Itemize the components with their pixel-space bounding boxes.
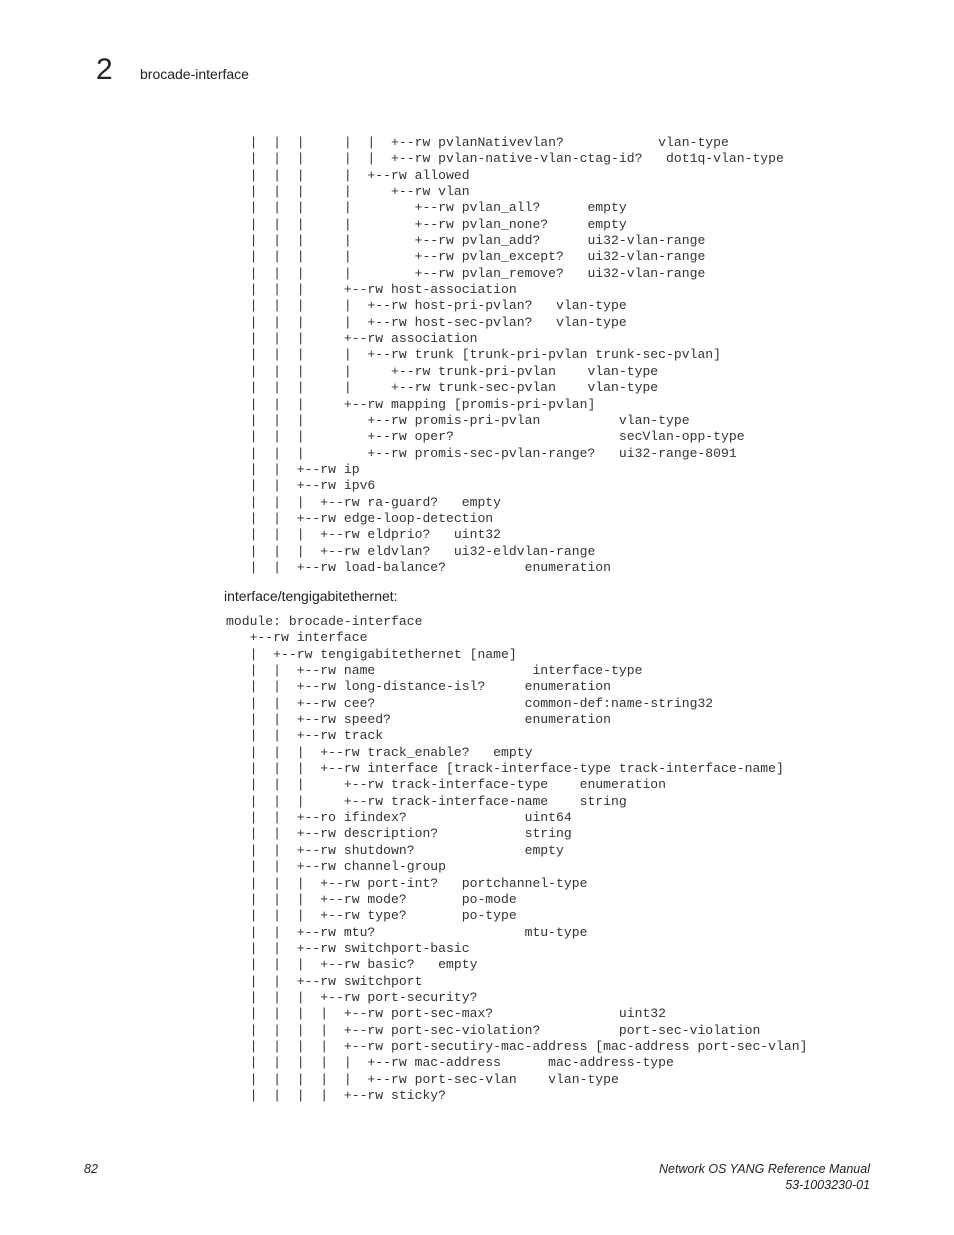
yang-tree-code-block-2 (226, 614, 807, 1104)
code-line: | | | | +--rw pvlan_all? empty (226, 200, 627, 216)
code-line: | | | | +--rw port-secutiry-mac-address [mac-address port-sec-vlan] (226, 1038, 808, 1054)
code-line: | | +--rw long-distance-isl? enumeration (226, 679, 612, 695)
code-line: | | | +--rw eldprio? uint32 (226, 527, 502, 543)
code-line: | | | +--rw track_enable? empty (226, 744, 533, 760)
code-line: | | +--rw mtu? mtu-type (226, 924, 588, 940)
code-line: | | +--rw ip (226, 461, 360, 477)
code-line: | | | | | +--rw mac-address mac-address-type (226, 1055, 674, 1071)
code-line: | | | +--rw ra-guard? empty (226, 494, 502, 510)
code-line: | | +--rw name interface-type (226, 663, 643, 679)
code-line: | | +--rw track (226, 728, 384, 744)
code-line: | | | | | +--rw port-sec-vlan vlan-type (226, 1071, 619, 1087)
code-line: | | | +--rw promis-sec-pvlan-range? ui32-range-8091 (226, 445, 737, 461)
code-line: | | | | +--rw allowed (226, 167, 470, 183)
manual-title: Network OS YANG Reference Manual (659, 1162, 870, 1176)
yang-tree-code-block-1 (226, 135, 784, 576)
code-line: | | | +--rw interface [track-interface-type track-interface-name] (226, 761, 784, 777)
code-line: | | | +--rw port-security? (226, 989, 478, 1005)
code-line: | | | +--rw port-int? portchannel-type (226, 875, 588, 891)
code-line: | | +--rw switchport (226, 973, 423, 989)
code-line: | | | +--rw type? po-type (226, 908, 517, 924)
code-line: | | +--rw channel-group (226, 859, 447, 875)
code-line: | | | | +--rw port-sec-max? uint32 (226, 1006, 667, 1022)
code-line: | | | | +--rw trunk [trunk-pri-pvlan trunk-sec-pvlan] (226, 347, 722, 363)
code-line: | | | | +--rw vlan (226, 184, 470, 200)
code-line: | | | +--rw track-interface-type enumeration (226, 777, 667, 793)
code-line: | | | | +--rw pvlan_remove? ui32-vlan-range (226, 265, 706, 281)
code-line: | | +--rw description? string (226, 826, 572, 842)
code-line: | | +--rw edge-loop-detection (226, 510, 494, 526)
code-line: | +--rw tengigabitethernet [name] (226, 646, 517, 662)
code-line: | | | +--rw association (226, 331, 478, 347)
code-line: | | | | | +--rw pvlan-native-vlan-ctag-id? dot1q-vlan-type (226, 151, 784, 167)
code-line: | | | | +--rw pvlan_except? ui32-vlan-range (226, 249, 706, 265)
code-line: | | | | +--rw trunk-sec-pvlan vlan-type (226, 380, 659, 396)
chapter-title: brocade-interface (140, 66, 249, 82)
code-line: | | | +--rw eldvlan? ui32-eldvlan-range (226, 543, 596, 559)
code-line: | | | | +--rw port-sec-violation? port-sec-violation (226, 1022, 761, 1038)
page-number: 82 (84, 1162, 98, 1176)
code-line: | | +--rw load-balance? enumeration (226, 559, 612, 575)
code-line: | | +--rw shutdown? empty (226, 842, 564, 858)
doc-number: 53-1003230-01 (785, 1178, 870, 1192)
code-line: module: brocade-interface (226, 614, 423, 629)
code-line: +--rw interface (226, 630, 368, 646)
code-line: | | | | +--rw pvlan_none? empty (226, 216, 627, 232)
code-line: | | | | | +--rw pvlanNativevlan? vlan-type (226, 135, 729, 150)
code-line: | | +--rw speed? enumeration (226, 712, 612, 728)
footer-info (659, 1161, 870, 1193)
code-line: | | | +--rw oper? secVlan-opp-type (226, 429, 745, 445)
code-line: | | | | +--rw sticky? (226, 1087, 447, 1103)
code-line: | | | +--rw basic? empty (226, 957, 478, 973)
code-line: | | +--rw ipv6 (226, 478, 376, 494)
code-line: | | | +--rw track-interface-name string (226, 793, 627, 809)
code-line: | | | +--rw mode? po-mode (226, 891, 517, 907)
code-line: | | | +--rw mapping [promis-pri-pvlan] (226, 396, 596, 412)
code-line: | | | +--rw promis-pri-pvlan vlan-type (226, 412, 690, 428)
code-line: | | | | +--rw trunk-pri-pvlan vlan-type (226, 363, 659, 379)
section-label: interface/tengigabitethernet: (224, 588, 398, 604)
code-line: | | | +--rw host-association (226, 282, 517, 298)
code-line: | | +--ro ifindex? uint64 (226, 810, 572, 826)
chapter-number: 2 (96, 53, 113, 86)
code-line: | | +--rw cee? common-def:name-string32 (226, 695, 714, 711)
code-line: | | +--rw switchport-basic (226, 940, 470, 956)
code-line: | | | | +--rw host-pri-pvlan? vlan-type (226, 298, 627, 314)
code-line: | | | | +--rw pvlan_add? ui32-vlan-range (226, 233, 706, 249)
code-line: | | | | +--rw host-sec-pvlan? vlan-type (226, 314, 627, 330)
